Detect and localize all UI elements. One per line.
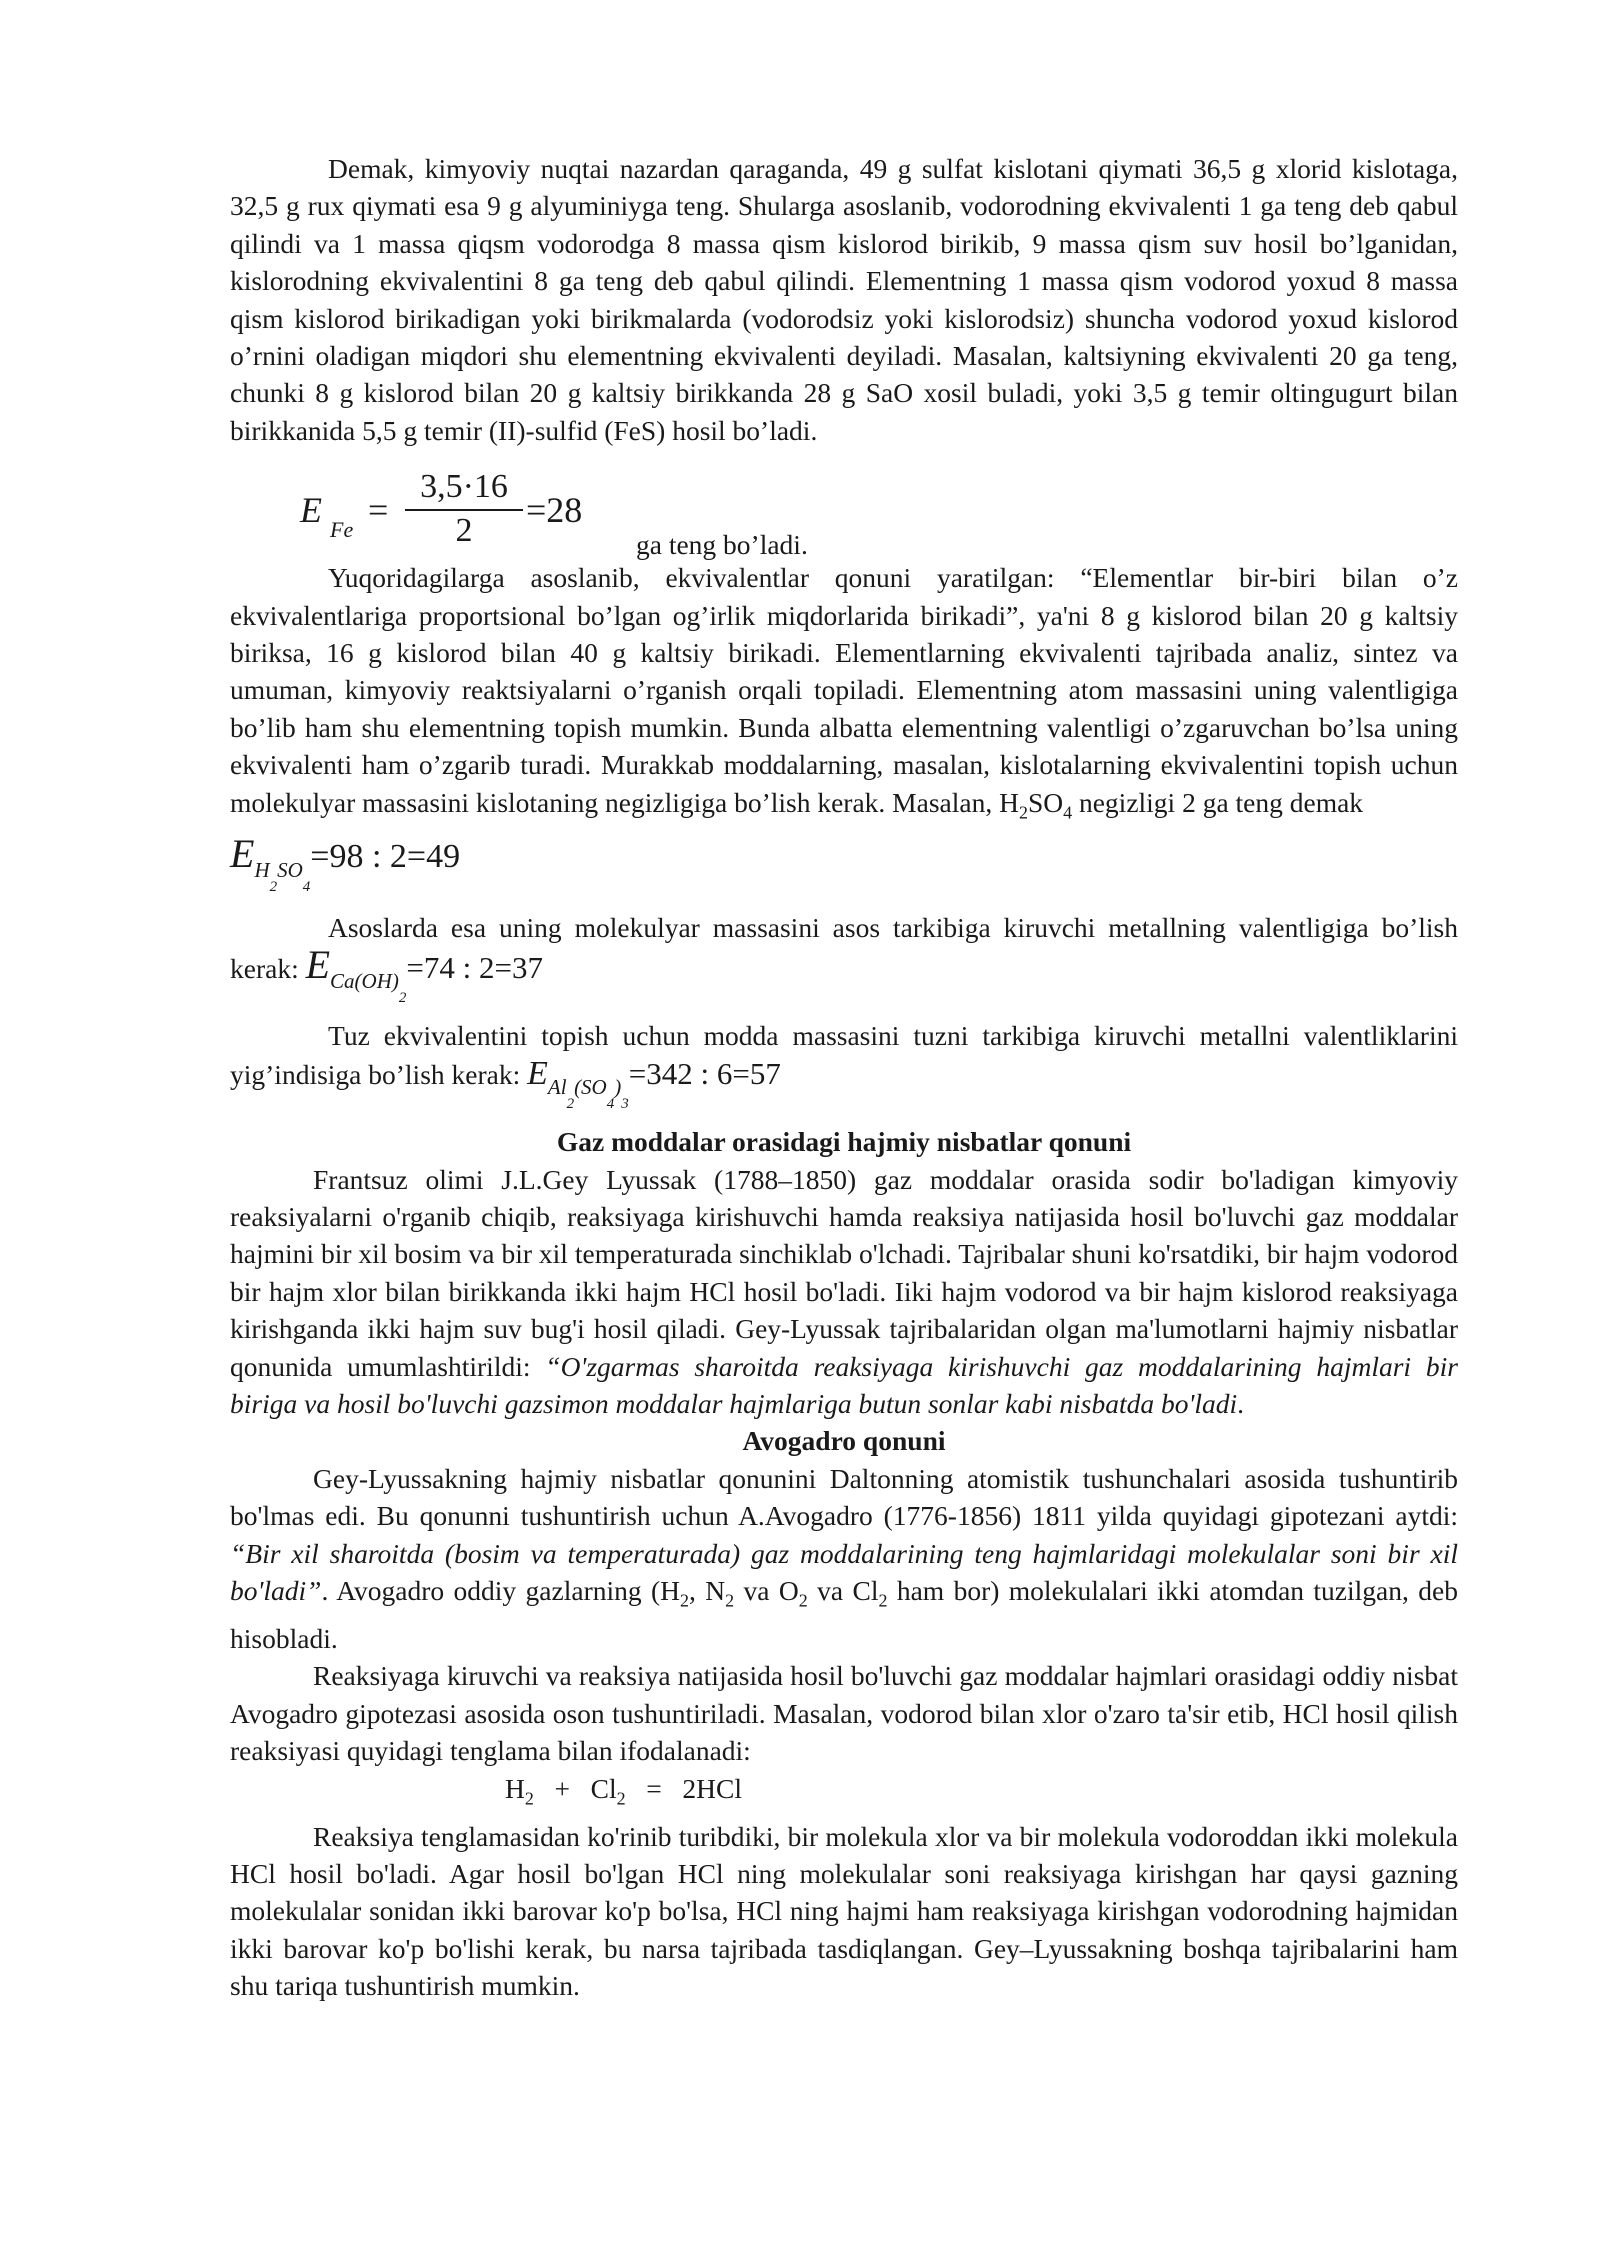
paragraph-bases: Asoslarda esa uning molekulyar massasini asos tarkibiga kiruvchi metallning valentligiga bo’lish kerak: $E_{Ca(OH)_2}=74$ : 2=37 <box>230 911 1458 1006</box>
paragraph-reaction-explanation: Reaksiya tenglamasidan ko'rinib turibdiki, bir molekula xlor va bir molekula vodoroddan ikki molekula HCl hosil bo'ladi. Agar hosil bo'lgan HCl ning molekulalar soni reaksiyaga kirishgan har qaysi gazning molekulalar sonidan ikki barovar ko'p bo'lsa, HCl ning hajmi ham reaksiyaga kirishgan vodorodning hajmidan ikki barovar ko'p bo'lishi kerak, bu narsa tajribada tasdiqlangan. Gey–Lyussakning boshqa tajribalarini ham shu tariqa tushuntirish mumkin. <box>230 1820 1458 2002</box>
formula-fraction <box>405 467 523 551</box>
fraction-denominator: 2 <box>455 512 473 550</box>
formula-caoh-equivalent: $E_{Ca(OH)_2}=74$ : 2=37 <box>305 942 543 1006</box>
formula-result: =28 <box>526 490 583 531</box>
document-page <box>230 150 1458 2005</box>
paragraph-gay-lussac: Frantsuz olimi J.L.Gey Lyussak (1788–1850) gaz moddalar orasida sodir bo'ladigan kimyoviy reaksiyalarni o'rganib chiqib, reaksiyaga kirishuvchi hamda reaksiya natijasida hosil bo'luvchi gaz moddalar hajmini bir xil bosim va bir xil temperaturada sinchiklab o'lchadi. Tajribalar shuni ko'rsatdiki, bir hajm vodorod bir hajm xlor bilan birikkanda ikki hajm HCl hosil bo'ladi. Iiki hajm vodorod va bir hajm kislorod reaksiyaga kirishganda ikki hajm suv bug'i hosil qiladi. Gey-Lyussak tajribalaridan olgan ma'lumotlarni hajmiy nisbatlar qonunida umumlashtirildi: “O'zgarmas sharoitda reaksiyaga kirishuvchi gaz moddalarining hajmlari bir biriga va hosil bo'luvchi gazsimon moddalar hajmlariga butun sonlar kabi nisbatda bo'ladi. <box>230 1163 1458 1420</box>
formula-al2so43-equivalent: $E_{Al_2(SO_4)_3}=342$ : 6=57 <box>527 1054 781 1112</box>
section-heading-volume-ratios: Gaz moddalar orasidagi hajmiy nisbatlar qonuni <box>556 1126 1132 1158</box>
formula-fe-equivalent <box>230 449 1458 559</box>
paragraph-equivalents-law: Yuqoridagilarga asoslanib, ekvivalentlar qonuni yaratilgan: “Elementlar bir-biri bilan o’z ekvivalentlariga proportsional bo’lgan og’irlik miqdorlarida birikadi”, ya'ni 8 g kislorod bilan 20 g kaltsiy biriksa, 16 g kislorod bilan 40 g kaltsiy birikadi. Elementlarning ekvivalenti tajribada analiz, sintez va umuman, kimyoviy reaktsiyalarni o’rganish orqali topiladi. Elementning atom massasini uning valentligiga bo’lib ham shu elementning topish mumkin. Bunda albatta elementning valentligi o’zgaruvchan bo’lsa uning ekvivalenti ham o’zgarib turadi. Murakkab moddalarning, masalan, kislotalarning ekvivalentini topish uchun molekulyar massasini kislotaning negizligiga bo’lish kerak. Masalan, $H_2SO_4$ negizligi 2 ga teng demak <box>230 562 1458 823</box>
section-heading-avogadro: Avogadro qonuni <box>742 1425 946 1457</box>
reaction-equation: $H_2 + Cl_2 = 2HCl$ <box>505 1772 742 1809</box>
formula-equals: = <box>368 490 389 531</box>
formula-h2so4-equivalent: $E_{H_2SO_4}=98$ : 2=49 <box>230 830 461 895</box>
paragraph-avogadro-hypothesis: Gey-Lyussakning hajmiy nisbatlar qonunini Daltonning atomistik tushunchalari asosida tushuntirib bo'lmas edi. Bu qonunni tushuntirish uchun A.Avogadro (1776-1856) 1811 yilda quyidagi gipotezani aytdi: “Bir xil sharoitda (bosim va temperaturada) gaz moddalarining teng hajmlaridagi molekulalar soni bir xil bo'ladi”. Avogadro oddiy gazlarning ($H_2$, $N_2$ va $O_2$ va $Cl_2$ ham bor) molekulalari ikki atomdan tuzilgan, deb hisobladi. <box>230 1462 1458 1654</box>
fraction-numerator: 3,5·16 <box>405 467 523 511</box>
paragraph-reaction-intro: Reaksiyaga kiruvchi va reaksiya natijasida hosil bo'luvchi gaz moddalar hajmlari orasidagi oddiy nisbat Avogadro gipotezasi asosida oson tushuntiriladi. Masalan, vodorod bilan xlor o'zaro ta'sir etib, HCl hosil qilish reaksiyasi quyidagi tenglama bilan ifodalanadi: <box>230 1660 1458 1767</box>
paragraph-equivalent-definition: Demak, kimyoviy nuqtai nazardan qaraganda, 49 g sulfat kislotani qiymati 36,5 g xlorid kislotaga, 32,5 g rux qiymati esa 9 g alyuminiyga teng. Shularga asoslanib, vodorodning ekvivalenti 1 ga teng deb qabul qilindi va 1 massa qiqsm vodorodga 8 massa qism kislorod birikib, 9 massa qism suv hosil bo’lganidan, kislorodning ekvivalentini 8 ga teng deb qabul qilindi. Elementning 1 massa qism vodorod yoxud 8 massa qism kislorod birikadigan yoki birikmalarda (vodorodsiz yoki kislorodsiz) shuncha vodorod yoxud kislorod o’rnini oladigan miqdori shu elementning ekvivalenti deyiladi. Masalan, kaltsiyning ekvivalenti 20 ga teng, chunki 8 g kislorod bilan 20 g kaltsiy birikkanda 28 g SaO xosil buladi, yoki 3,5 g temir oltingugurt bilan birikkanida 5,5 g temir (II)-sulfid (FeS) hosil bo’ladi. <box>230 153 1458 446</box>
formula-tail-text: ga teng bo’ladi. <box>636 529 808 561</box>
formula-subscript: Fe <box>330 517 354 543</box>
paragraph-salts: Tuz ekvivalentini topish uchun modda massasini tuzni tarkibiga kiruvchi metallni valentliklarini yig’indisiga bo’lish kerak: $E_{Al_2(SO_4)_3}=342$ : 6=57 <box>230 1020 1458 1112</box>
formula-symbol: E <box>300 490 322 531</box>
